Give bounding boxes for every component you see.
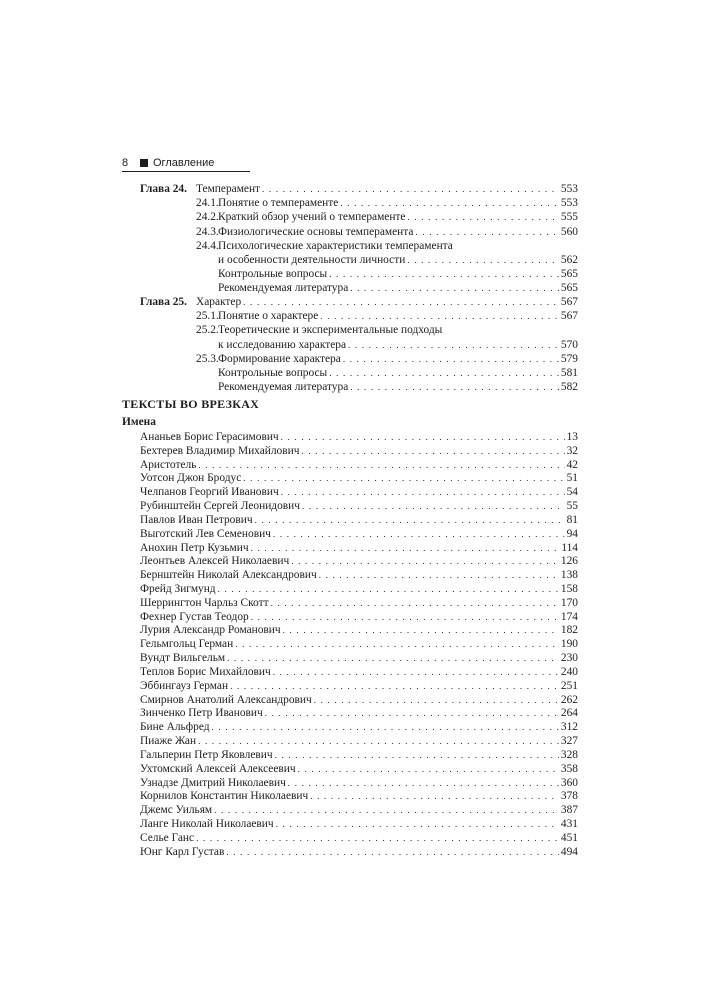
name-entry-page: 494	[560, 845, 578, 858]
name-entry-page: 378	[560, 790, 578, 803]
section-entry	[218, 268, 578, 281]
name-entry-text: Челпанов Георгий Иванович	[140, 486, 279, 499]
header-rule	[122, 171, 250, 172]
name-entry-page: 262	[560, 693, 578, 706]
name-entry-text: Ананьев Борис Герасимович	[140, 431, 279, 443]
name-entry-text: Фрейд Зигмунд	[140, 583, 216, 596]
dot-leader	[275, 749, 559, 762]
name-entry-page: 42	[566, 458, 578, 471]
dot-leader	[329, 268, 559, 281]
chapter-title	[196, 296, 578, 309]
name-entry-page: 360	[560, 776, 578, 789]
name-entry-text: Бине Альфред	[140, 721, 210, 734]
name-entry	[140, 555, 578, 568]
dot-leader	[310, 790, 559, 803]
name-entry	[140, 459, 578, 472]
name-entry-text: Ланге Николай Николаевич	[140, 817, 274, 830]
name-entry-page: 158	[560, 583, 578, 596]
section-entry-page: 567	[560, 310, 578, 323]
section-entry-text: Понятие о характере	[218, 310, 319, 323]
section-entry-page: 581	[560, 367, 578, 379]
chapter-label: Глава 25.	[140, 296, 187, 308]
name-entry-text: Узнадзе Дмитрий Николаевич	[140, 776, 286, 789]
dot-leader	[226, 846, 559, 859]
dot-leader	[283, 624, 559, 637]
name-entry	[140, 707, 578, 720]
name-entry-text: Уотсон Джон Бродус	[140, 472, 242, 485]
dot-leader	[265, 707, 559, 720]
name-entry-page: 251	[560, 679, 578, 692]
section-entry-text: Формирование характера	[218, 352, 341, 365]
section-entry-page: 582	[560, 381, 578, 394]
name-entry	[140, 624, 578, 637]
name-entry-text: Фехнер Густав Теодор	[140, 610, 249, 623]
name-entry-page: 114	[561, 541, 578, 554]
name-entry	[140, 472, 578, 485]
dot-leader	[273, 666, 559, 679]
section-entry-text: Физиологические основы темперамента	[218, 225, 414, 238]
dot-leader	[407, 211, 558, 224]
name-entry-page: 138	[560, 569, 578, 582]
name-entry-text: Аристотель	[140, 458, 197, 471]
section-entry	[218, 381, 578, 394]
name-entry-text: Теплов Борис Михайлович	[140, 665, 271, 678]
section-entry-page: 553	[560, 197, 578, 210]
name-entry-page: 94	[566, 527, 578, 540]
name-entry-page: 328	[560, 748, 578, 761]
name-entry	[140, 569, 578, 582]
name-entry-text: Ухтомский Алексей Алексеевич	[140, 762, 296, 775]
chapter-title-page: 553	[560, 183, 578, 195]
name-entry-text: Джемс Уильям	[140, 804, 213, 817]
name-entry	[140, 445, 578, 458]
section-entry-text: Понятие о темпераменте	[218, 197, 339, 210]
name-entry-page: 32	[566, 444, 578, 457]
name-entry-page: 182	[560, 624, 578, 637]
section-number: 25.2.	[196, 324, 219, 337]
name-entry-page: 264	[560, 707, 578, 720]
section-title-cont-page: 562	[560, 254, 578, 266]
section-number: 25.3.	[196, 352, 219, 365]
chapter-title	[196, 183, 578, 196]
dot-leader	[230, 680, 559, 693]
dot-leader	[291, 555, 559, 568]
dot-leader	[301, 445, 564, 458]
section-entry	[218, 310, 578, 323]
dot-leader	[319, 569, 559, 582]
section-entry	[218, 353, 578, 366]
chapter-title-text: Характер	[196, 296, 242, 308]
dot-leader	[212, 721, 559, 734]
name-entry-text: Леонтьев Алексей Николаевич	[140, 555, 290, 568]
section-number: 24.2.	[196, 211, 219, 224]
name-entry	[140, 818, 578, 831]
name-entry	[140, 486, 578, 499]
section-number: 24.1.	[196, 197, 219, 210]
name-entry-page: 54	[566, 486, 578, 499]
dot-leader	[281, 486, 565, 499]
dot-leader	[251, 542, 560, 555]
name-entry-page: 387	[560, 804, 578, 817]
name-entry-text: Лурия Александр Романович	[140, 624, 281, 637]
section-title-cont	[218, 339, 578, 352]
name-entry	[140, 804, 578, 817]
section-entry-text: Краткий обзор учений о темпераменте	[218, 211, 406, 224]
name-entry	[140, 514, 578, 527]
dot-leader	[198, 735, 559, 748]
name-entry-text: Гальперин Петр Яковлевич	[140, 748, 273, 761]
page-number: 8	[122, 157, 129, 169]
name-entry-text: Юнг Карл Густав	[140, 845, 225, 858]
dot-leader	[235, 638, 559, 651]
name-entry-page: 358	[560, 762, 578, 775]
name-entry-page: 81	[566, 513, 578, 526]
dot-leader	[407, 254, 559, 267]
dot-leader	[350, 282, 559, 295]
section-entry-text: Рекомендуемая литература	[218, 381, 349, 394]
name-entry-page: 174	[560, 610, 578, 623]
running-header	[122, 156, 578, 170]
name-entry	[140, 832, 578, 845]
running-header-title: Оглавление	[153, 157, 215, 169]
dot-leader	[227, 652, 559, 665]
section-entry-page: 579	[560, 352, 578, 365]
section-entry	[218, 367, 578, 380]
section-entry	[218, 211, 578, 224]
dot-leader	[281, 431, 565, 444]
name-entry-page: 13	[566, 431, 578, 443]
name-entry-text: Бехтерев Владимир Михайлович	[140, 444, 300, 457]
name-entry-text: Анохин Петр Кузьмич	[140, 541, 249, 554]
name-entry-text: Выготский Лев Семенович	[140, 527, 271, 540]
dot-leader	[271, 597, 559, 610]
dot-leader	[198, 459, 564, 472]
section-number: 24.3.	[196, 225, 219, 238]
name-entry	[140, 749, 578, 762]
name-entry-page: 451	[560, 831, 578, 844]
name-entry	[140, 735, 578, 748]
name-entry-page: 230	[560, 652, 578, 665]
dot-leader	[350, 381, 559, 394]
name-entry-page: 51	[566, 472, 578, 485]
name-entry-text: Эббингауз Герман	[140, 679, 229, 692]
dot-leader	[329, 367, 559, 380]
dot-leader	[243, 472, 564, 485]
dot-leader	[348, 339, 559, 352]
name-entry-page: 327	[560, 735, 578, 748]
dot-leader	[415, 226, 558, 239]
dot-leader	[340, 197, 559, 210]
section-title-cont-page: 570	[560, 338, 578, 351]
section-entry	[218, 197, 578, 210]
name-entry	[140, 666, 578, 679]
dot-leader	[255, 514, 565, 527]
section-title-cont-text: и особенности деятельности личности	[218, 254, 406, 266]
dot-leader	[273, 528, 565, 541]
section-entry-text: Рекомендуемая литература	[218, 282, 349, 295]
section-title: Теоретические и экспериментальные подходы	[218, 324, 443, 337]
name-entry	[140, 652, 578, 665]
section-entry-page: 565	[560, 282, 578, 295]
name-entry-page: 170	[560, 596, 578, 609]
name-entry-text: Пиаже Жан	[140, 735, 197, 748]
dot-leader	[288, 777, 559, 790]
name-entry	[140, 777, 578, 790]
name-entry-text: Смирнов Анатолий Александрович	[140, 693, 312, 706]
name-entry-page: 312	[560, 721, 578, 734]
name-entry-page: 240	[560, 665, 578, 678]
name-entry-text: Зинченко Петр Иванович	[140, 707, 263, 720]
chapter-title-page: 567	[560, 296, 578, 308]
name-entry	[140, 597, 578, 610]
section-entry-page: 555	[560, 211, 578, 224]
dot-leader	[298, 763, 559, 776]
dot-leader	[214, 804, 559, 817]
chapter-label: Глава 24.	[140, 183, 187, 195]
section-number: 24.4.	[196, 239, 219, 252]
name-entry	[140, 638, 578, 651]
section-entry-text: Контрольные вопросы	[218, 367, 328, 379]
name-entry	[140, 790, 578, 803]
name-entry-text: Селье Ганс	[140, 831, 195, 844]
name-entry-page: 126	[560, 555, 578, 568]
dot-leader	[262, 183, 559, 196]
dot-leader	[251, 611, 559, 624]
name-entry-page: 190	[560, 638, 578, 651]
section-entry	[218, 282, 578, 295]
dot-leader	[314, 694, 559, 707]
section-title-cont	[218, 254, 578, 267]
name-entry	[140, 846, 578, 859]
section-entry	[218, 226, 578, 239]
section-entry-text: Контрольные вопросы	[218, 268, 328, 281]
dot-leader	[320, 310, 559, 323]
dot-leader	[302, 500, 565, 513]
name-entry-text: Рубинштейн Сергей Леонидович	[140, 500, 301, 513]
section-title-cont-text: к исследованию характера	[218, 338, 347, 351]
name-entry	[140, 721, 578, 734]
name-entry-page: 55	[566, 500, 578, 513]
name-entry	[140, 431, 578, 444]
section-entry-page: 565	[560, 268, 578, 281]
name-entry	[140, 583, 578, 596]
chapter-title-text: Темперамент	[196, 183, 261, 195]
name-entry-text: Бернштейн Николай Александрович	[140, 569, 317, 582]
name-entry	[140, 500, 578, 513]
name-entry	[140, 528, 578, 541]
name-entry-text: Шеррингтон Чарльз Скотт	[140, 596, 269, 609]
section-entry-page: 560	[560, 225, 578, 238]
name-entry-text: Корнилов Константин Николаевич	[140, 790, 309, 803]
dot-leader	[218, 583, 559, 596]
name-entry-text: Вундт Вильгельм	[140, 652, 226, 665]
name-entry	[140, 763, 578, 776]
square-bullet-icon	[140, 159, 148, 167]
name-entry	[140, 680, 578, 693]
name-entry-page: 431	[560, 817, 578, 830]
dot-leader	[243, 296, 559, 309]
dot-leader	[343, 353, 559, 366]
section-title: Психологические характеристики темперамента	[218, 239, 453, 252]
name-entry-text: Павлов Иван Петрович	[140, 513, 253, 526]
dot-leader	[276, 818, 559, 831]
name-entry	[140, 542, 578, 555]
name-entry-text: Гельмгольц Герман	[140, 638, 234, 651]
section-number: 25.1.	[196, 310, 219, 323]
insets-subheading: Имена	[122, 416, 156, 428]
name-entry	[140, 611, 578, 624]
insets-heading: ТЕКСТЫ ВО ВРЕЗКАХ	[122, 397, 260, 411]
dot-leader	[196, 832, 559, 845]
name-entry	[140, 694, 578, 707]
